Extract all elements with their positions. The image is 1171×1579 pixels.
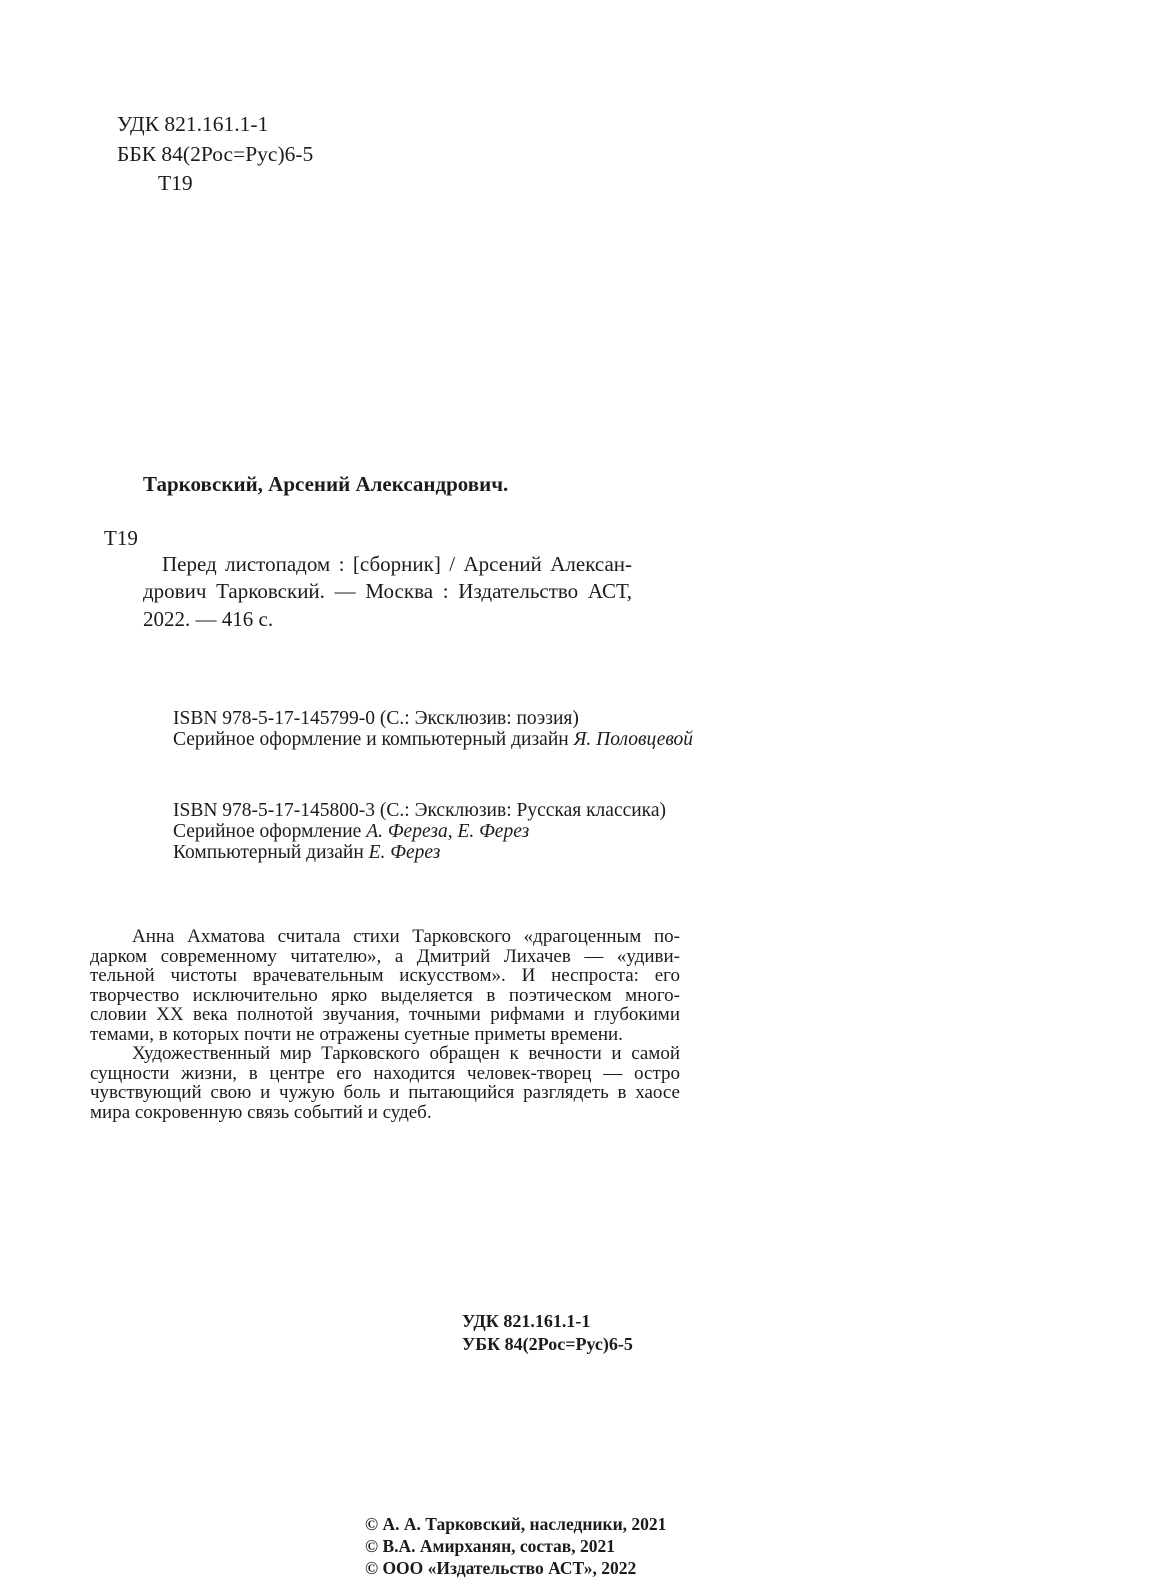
author-sign: Т19	[158, 171, 193, 195]
bottom-classification-block	[462, 1310, 1171, 1355]
catalog-card-entry	[143, 551, 632, 634]
udk-code-bottom: УДК 821.161.1-1	[462, 1311, 591, 1332]
catalog-entry-line: Перед листопадом : [сборник] / Арсений Алексан-	[162, 551, 632, 576]
catalog-entry-line: 2022. — 416 с.	[143, 606, 274, 631]
classification-block	[117, 110, 826, 199]
bbk-code: ББК 84(2Рос=Рус)6-5	[117, 141, 314, 166]
copyright-block	[365, 1513, 1074, 1579]
credit-text: Компьютерный дизайн	[173, 842, 369, 864]
isbn-block-classics	[173, 800, 703, 863]
annotation-line: сущности жизни, в центре его находится человек-творец — остро	[90, 1062, 680, 1084]
annotation-line: мира сокровенную связь событий и судеб.	[90, 1101, 432, 1123]
credit-text: Серийное оформление	[173, 821, 367, 843]
ubk-code-bottom: УБК 84(2Рос=Рус)6-5	[462, 1333, 633, 1354]
design-credit	[173, 842, 703, 863]
isbn-block-poetry	[173, 708, 703, 750]
annotation-line: Художественный мир Тарковского обращен к вечности и самой	[132, 1043, 680, 1065]
annotation-line: тельной чистоты врачевательным искусством». И неспроста: его	[90, 965, 680, 987]
annotation-line: Анна Ахматова считала стихи Тарковского «драгоценным по-	[132, 926, 680, 948]
design-credit	[173, 729, 703, 750]
annotation-block	[90, 927, 680, 1122]
annotation-line: темами, в которых почти не отражены суетные приметы времени.	[90, 1023, 623, 1045]
author-heading: Тарковский, Арсений Александрович.	[143, 471, 509, 496]
isbn-number: ISBN 978-5-17-145799-0 (С.: Эксклюзив: поэзия)	[173, 708, 579, 730]
catalog-entry-line: дрович Тарковский. — Москва : Издательство АСТ,	[143, 579, 632, 604]
credit-text: Серийное оформление и компьютерный дизайн	[173, 729, 574, 751]
copyright-line: © ООО «Издательство АСТ», 2022	[365, 1558, 637, 1579]
annotation-line: дарком современному читателю», а Дмитрий Лихачев — «удиви-	[90, 945, 680, 967]
catalog-card-label: Т19	[104, 525, 138, 550]
udk-code: УДК 821.161.1-1	[117, 112, 269, 136]
isbn-number: ISBN 978-5-17-145800-3 (С.: Эксклюзив: Русская классика)	[173, 800, 667, 822]
credit-designer-name: А. Фереза, Е. Ферез	[366, 821, 530, 843]
copyright-line: © А. А. Тарковский, наследники, 2021	[365, 1514, 667, 1535]
copyright-line: © В.А. Амирханян, состав, 2021	[365, 1536, 615, 1557]
annotation-line: словии XX века полнотой звучания, точными рифмами и глубокими	[90, 1004, 680, 1026]
annotation-line: чувствующий свою и чужую боль и пытающийся разглядеть в хаосе	[90, 1082, 680, 1104]
credit-designer-name: Е. Ферез	[368, 842, 441, 864]
annotation-line: творчество исключительно ярко выделяется в поэтическом много-	[90, 984, 680, 1006]
credit-designer-name: Я. Половцевой	[573, 729, 694, 751]
design-credit	[173, 821, 703, 842]
